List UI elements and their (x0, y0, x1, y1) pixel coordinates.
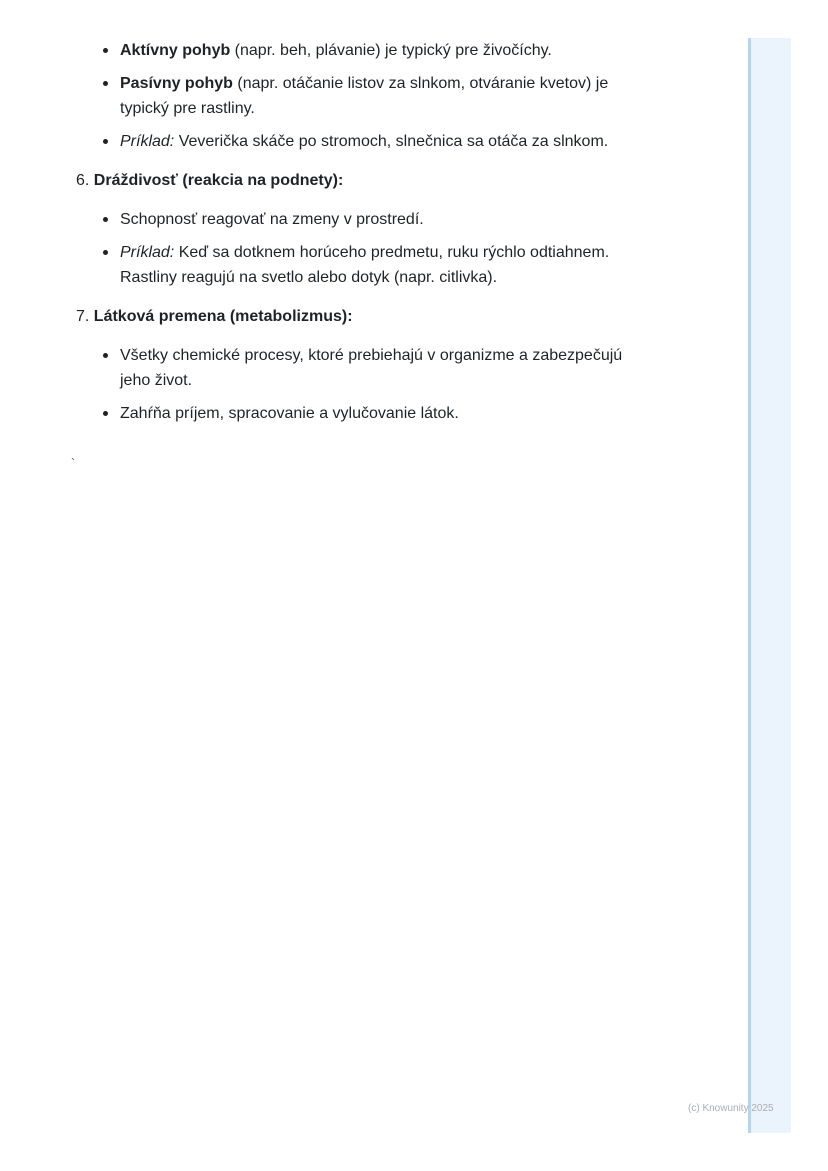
section-heading-irritability (76, 168, 656, 193)
section-title: Látková premena (metabolizmus): (93, 308, 353, 325)
term-bold: Pasívny pohyb (120, 75, 233, 92)
list-item (76, 71, 656, 121)
list-item (76, 207, 656, 232)
movement-bullet-list (76, 38, 656, 154)
document-content (76, 38, 656, 434)
item-text: Keď sa dotknem horúceho predmetu, ruku rýchlo odtiahnem. Rastliny reagujú na svetlo alebo dotyk (napr. citlivka). (120, 244, 610, 286)
stray-backtick: ` (71, 456, 75, 470)
list-item (76, 401, 656, 426)
term-bold: Aktívny pohyb (120, 42, 231, 59)
metabolism-bullet-list (76, 343, 656, 426)
list-item (76, 38, 656, 63)
item-text: Schopnosť reagovať na zmeny v prostredí. (120, 211, 424, 228)
item-text: Veverička skáče po stromoch, slnečnica sa otáča za slnkom. (174, 133, 609, 150)
side-margin-strip (748, 38, 791, 1133)
section-title: Dráždivosť (reakcia na podnety): (93, 172, 344, 189)
section-number: 7. (76, 308, 90, 325)
example-label: Príklad: (120, 133, 175, 150)
irritability-bullet-list (76, 207, 656, 290)
list-item (76, 343, 656, 393)
item-text: Zahŕňa príjem, spracovanie a vylučovanie látok. (120, 405, 459, 422)
list-item (76, 240, 656, 290)
item-text: Všetky chemické procesy, ktoré prebiehajú v organizme a zabezpečujú jeho život. (120, 347, 623, 389)
list-item (76, 129, 656, 154)
copyright-footer: (c) Knowunity 2025 (688, 1103, 774, 1114)
example-label: Príklad: (120, 244, 175, 261)
item-text: (napr. beh, plávanie) je typický pre živočíchy. (230, 42, 552, 59)
section-number: 6. (76, 172, 90, 189)
section-heading-metabolism (76, 304, 656, 329)
item-text: (napr. otáčanie listov za slnkom, otváranie kvetov) je typický pre rastliny. (120, 75, 609, 117)
